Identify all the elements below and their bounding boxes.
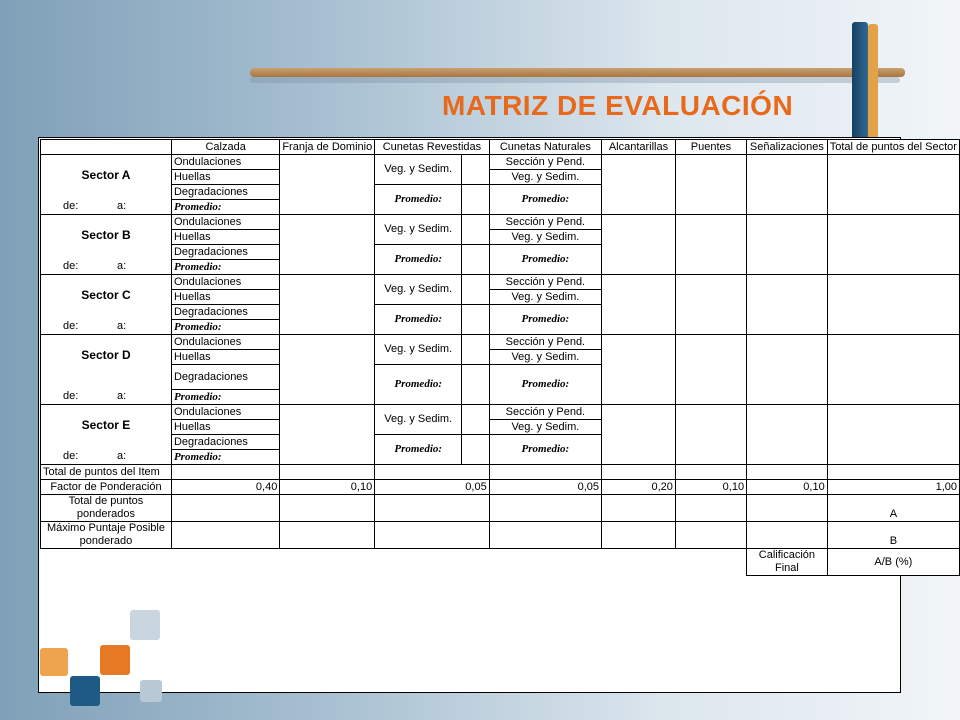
calzada-promedio: Promedio:	[171, 390, 279, 405]
sector-label-cell	[41, 275, 172, 335]
sector-name: Sector C	[81, 288, 131, 302]
maximo-value: B	[827, 522, 959, 549]
matrix-cell	[280, 465, 375, 480]
matrix-cell	[747, 275, 828, 335]
matrix-cell	[675, 335, 746, 405]
matrix-cell	[375, 522, 490, 549]
sector-name: Sector E	[81, 418, 131, 432]
matrix-cell	[747, 495, 828, 522]
cunetas-revestidas-value	[462, 155, 489, 185]
total-item-label: Total de puntos del Item	[41, 465, 172, 480]
decorative-shadow-bar	[250, 77, 900, 83]
calzada-degradaciones: Degradaciones	[171, 435, 279, 450]
decorative-square-light	[140, 680, 162, 702]
sector-row	[41, 215, 960, 230]
decorative-square-orange	[100, 645, 130, 675]
sector-label-cell	[41, 155, 172, 215]
matrix-cell	[747, 155, 828, 215]
cunetas-naturales-promedio: Promedio:	[489, 305, 601, 335]
sector-row	[41, 335, 960, 350]
cunetas-revestidas-promedio: Promedio:	[375, 365, 462, 405]
calzada-huellas: Huellas	[171, 170, 279, 185]
matrix-cell	[747, 465, 828, 480]
matrix-cell	[675, 275, 746, 335]
calzada-huellas: Huellas	[171, 350, 279, 365]
matrix-cell	[602, 405, 676, 465]
cunetas-revestidas-veg-sedim: Veg. y Sedim.	[375, 335, 462, 365]
header-alcantarillas: Alcantarillas	[602, 140, 676, 155]
cunetas-revestidas-value	[462, 185, 489, 215]
matrix-cell	[827, 275, 959, 335]
matrix-cell	[827, 155, 959, 215]
calzada-promedio: Promedio:	[171, 260, 279, 275]
calzada-promedio: Promedio:	[171, 450, 279, 465]
cunetas-revestidas-promedio: Promedio:	[375, 305, 462, 335]
factor-value: 0,40	[171, 480, 279, 495]
cunetas-revestidas-promedio: Promedio:	[375, 435, 462, 465]
cunetas-revestidas-veg-sedim: Veg. y Sedim.	[375, 215, 462, 245]
calzada-degradaciones: Degradaciones	[171, 185, 279, 200]
cunetas-revestidas-veg-sedim: Veg. y Sedim.	[375, 155, 462, 185]
matrix-cell	[375, 465, 490, 480]
sector-from-label: de:	[63, 320, 79, 332]
total-item-row	[41, 465, 960, 480]
factor-value: 0,05	[375, 480, 490, 495]
factor-row	[41, 480, 960, 495]
calzada-ondulaciones: Ondulaciones	[171, 275, 279, 290]
total-ponderados-label: Total de puntos ponderados	[41, 495, 172, 522]
calzada-huellas: Huellas	[171, 290, 279, 305]
factor-value: 0,10	[675, 480, 746, 495]
calzada-promedio: Promedio:	[171, 320, 279, 335]
header-total-sector: Total de puntos del Sector	[827, 140, 959, 155]
matrix-cell	[747, 522, 828, 549]
sector-name: Sector D	[81, 348, 131, 362]
cunetas-naturales-promedio: Promedio:	[489, 435, 601, 465]
sector-to-label: a:	[117, 320, 127, 332]
header-franja-dominio: Franja de Dominio	[280, 140, 375, 155]
header-row	[41, 140, 960, 155]
cunetas-revestidas-value	[462, 245, 489, 275]
matrix-cell	[675, 215, 746, 275]
cunetas-revestidas-promedio: Promedio:	[375, 245, 462, 275]
factor-value: 1,00	[827, 480, 959, 495]
sector-to-label: a:	[117, 450, 127, 462]
calzada-promedio: Promedio:	[171, 200, 279, 215]
cunetas-naturales-veg-sedim: Veg. y Sedim.	[489, 350, 601, 365]
calzada-huellas: Huellas	[171, 420, 279, 435]
header-senalizaciones: Señalizaciones	[747, 140, 828, 155]
matrix-cell	[489, 495, 601, 522]
cunetas-naturales-seccion-pend: Sección y Pend.	[489, 335, 601, 350]
factor-value: 0,10	[747, 480, 828, 495]
matrix-cell	[602, 215, 676, 275]
franja-dominio-cell	[280, 335, 375, 405]
sector-to-label: a:	[117, 390, 127, 402]
cunetas-naturales-veg-sedim: Veg. y Sedim.	[489, 230, 601, 245]
calzada-ondulaciones: Ondulaciones	[171, 215, 279, 230]
calzada-ondulaciones: Ondulaciones	[171, 405, 279, 420]
franja-dominio-cell	[280, 275, 375, 335]
calificacion-value: A/B (%)	[827, 549, 959, 576]
cunetas-naturales-veg-sedim: Veg. y Sedim.	[489, 170, 601, 185]
matrix-cell	[827, 465, 959, 480]
calzada-huellas: Huellas	[171, 230, 279, 245]
header-cunetas-naturales: Cunetas Naturales	[489, 140, 601, 155]
matrix-cell	[602, 335, 676, 405]
matrix-cell	[675, 465, 746, 480]
decorative-square-light	[130, 610, 160, 640]
matrix-cell	[602, 275, 676, 335]
matrix-cell	[747, 405, 828, 465]
cunetas-naturales-seccion-pend: Sección y Pend.	[489, 275, 601, 290]
sector-row	[41, 155, 960, 170]
matrix-cell	[675, 405, 746, 465]
matrix-cell	[602, 522, 676, 549]
calificacion-row	[41, 549, 960, 576]
sector-label-cell	[41, 405, 172, 465]
matrix-cell	[171, 522, 279, 549]
cunetas-naturales-promedio: Promedio:	[489, 245, 601, 275]
cunetas-revestidas-value	[462, 275, 489, 305]
matrix-cell	[827, 335, 959, 405]
matrix-cell	[675, 522, 746, 549]
cunetas-revestidas-veg-sedim: Veg. y Sedim.	[375, 405, 462, 435]
franja-dominio-cell	[280, 215, 375, 275]
sector-label-cell	[41, 335, 172, 405]
cunetas-revestidas-value	[462, 435, 489, 465]
header-calzada: Calzada	[171, 140, 279, 155]
matrix-cell	[602, 495, 676, 522]
sector-name: Sector A	[81, 168, 131, 182]
matrix-cell	[489, 522, 601, 549]
calzada-degradaciones: Degradaciones	[171, 365, 279, 390]
matrix-cell	[827, 215, 959, 275]
decorative-square-orange	[40, 648, 68, 676]
calzada-degradaciones: Degradaciones	[171, 305, 279, 320]
maximo-row	[41, 522, 960, 549]
matrix-cell	[827, 405, 959, 465]
matrix-cell	[171, 465, 279, 480]
sector-name: Sector B	[81, 228, 131, 242]
calificacion-label: Calificación Final	[747, 549, 828, 576]
cunetas-revestidas-value	[462, 335, 489, 365]
decorative-horizontal-bar	[250, 68, 905, 77]
franja-dominio-cell	[280, 405, 375, 465]
sector-from-label: de:	[63, 260, 79, 272]
cunetas-revestidas-value	[462, 405, 489, 435]
cunetas-naturales-promedio: Promedio:	[489, 185, 601, 215]
maximo-label: Máximo Puntaje Posible ponderado	[41, 522, 172, 549]
header-puentes: Puentes	[675, 140, 746, 155]
matrix-cell	[489, 465, 601, 480]
factor-value: 0,05	[489, 480, 601, 495]
sector-row	[41, 405, 960, 420]
cunetas-naturales-seccion-pend: Sección y Pend.	[489, 215, 601, 230]
cunetas-naturales-veg-sedim: Veg. y Sedim.	[489, 420, 601, 435]
sector-label-cell	[41, 215, 172, 275]
franja-dominio-cell	[280, 155, 375, 215]
matrix-cell	[375, 495, 490, 522]
header-cunetas-revestidas: Cunetas Revestidas	[375, 140, 490, 155]
sector-to-label: a:	[117, 260, 127, 272]
matrix-cell	[747, 215, 828, 275]
sector-from-label: de:	[63, 450, 79, 462]
calzada-degradaciones: Degradaciones	[171, 245, 279, 260]
calzada-ondulaciones: Ondulaciones	[171, 155, 279, 170]
matrix-cell	[602, 465, 676, 480]
cunetas-revestidas-value	[462, 215, 489, 245]
total-ponderados-row	[41, 495, 960, 522]
cunetas-naturales-seccion-pend: Sección y Pend.	[489, 155, 601, 170]
cunetas-naturales-promedio: Promedio:	[489, 365, 601, 405]
cunetas-revestidas-value	[462, 305, 489, 335]
sector-row	[41, 275, 960, 290]
matrix-cell	[171, 495, 279, 522]
evaluation-matrix	[40, 139, 960, 576]
slide-title: MATRIZ DE EVALUACIÓN	[442, 90, 794, 121]
matrix-cell	[675, 155, 746, 215]
cunetas-revestidas-value	[462, 365, 489, 405]
calzada-ondulaciones: Ondulaciones	[171, 335, 279, 350]
empty-area	[41, 549, 747, 576]
cunetas-revestidas-promedio: Promedio:	[375, 185, 462, 215]
cunetas-revestidas-veg-sedim: Veg. y Sedim.	[375, 275, 462, 305]
cunetas-naturales-seccion-pend: Sección y Pend.	[489, 405, 601, 420]
factor-value: 0,20	[602, 480, 676, 495]
matrix-cell	[602, 155, 676, 215]
cunetas-naturales-veg-sedim: Veg. y Sedim.	[489, 290, 601, 305]
total-ponderados-value: A	[827, 495, 959, 522]
decorative-square-blue	[70, 676, 100, 706]
factor-value: 0,10	[280, 480, 375, 495]
matrix-cell	[675, 495, 746, 522]
matrix-cell	[280, 495, 375, 522]
sector-from-label: de:	[63, 200, 79, 212]
corner-cell	[41, 140, 172, 155]
matrix-cell	[280, 522, 375, 549]
factor-label: Factor de Ponderación	[41, 480, 172, 495]
sector-to-label: a:	[117, 200, 127, 212]
sector-from-label: de:	[63, 390, 79, 402]
matrix-cell	[747, 335, 828, 405]
